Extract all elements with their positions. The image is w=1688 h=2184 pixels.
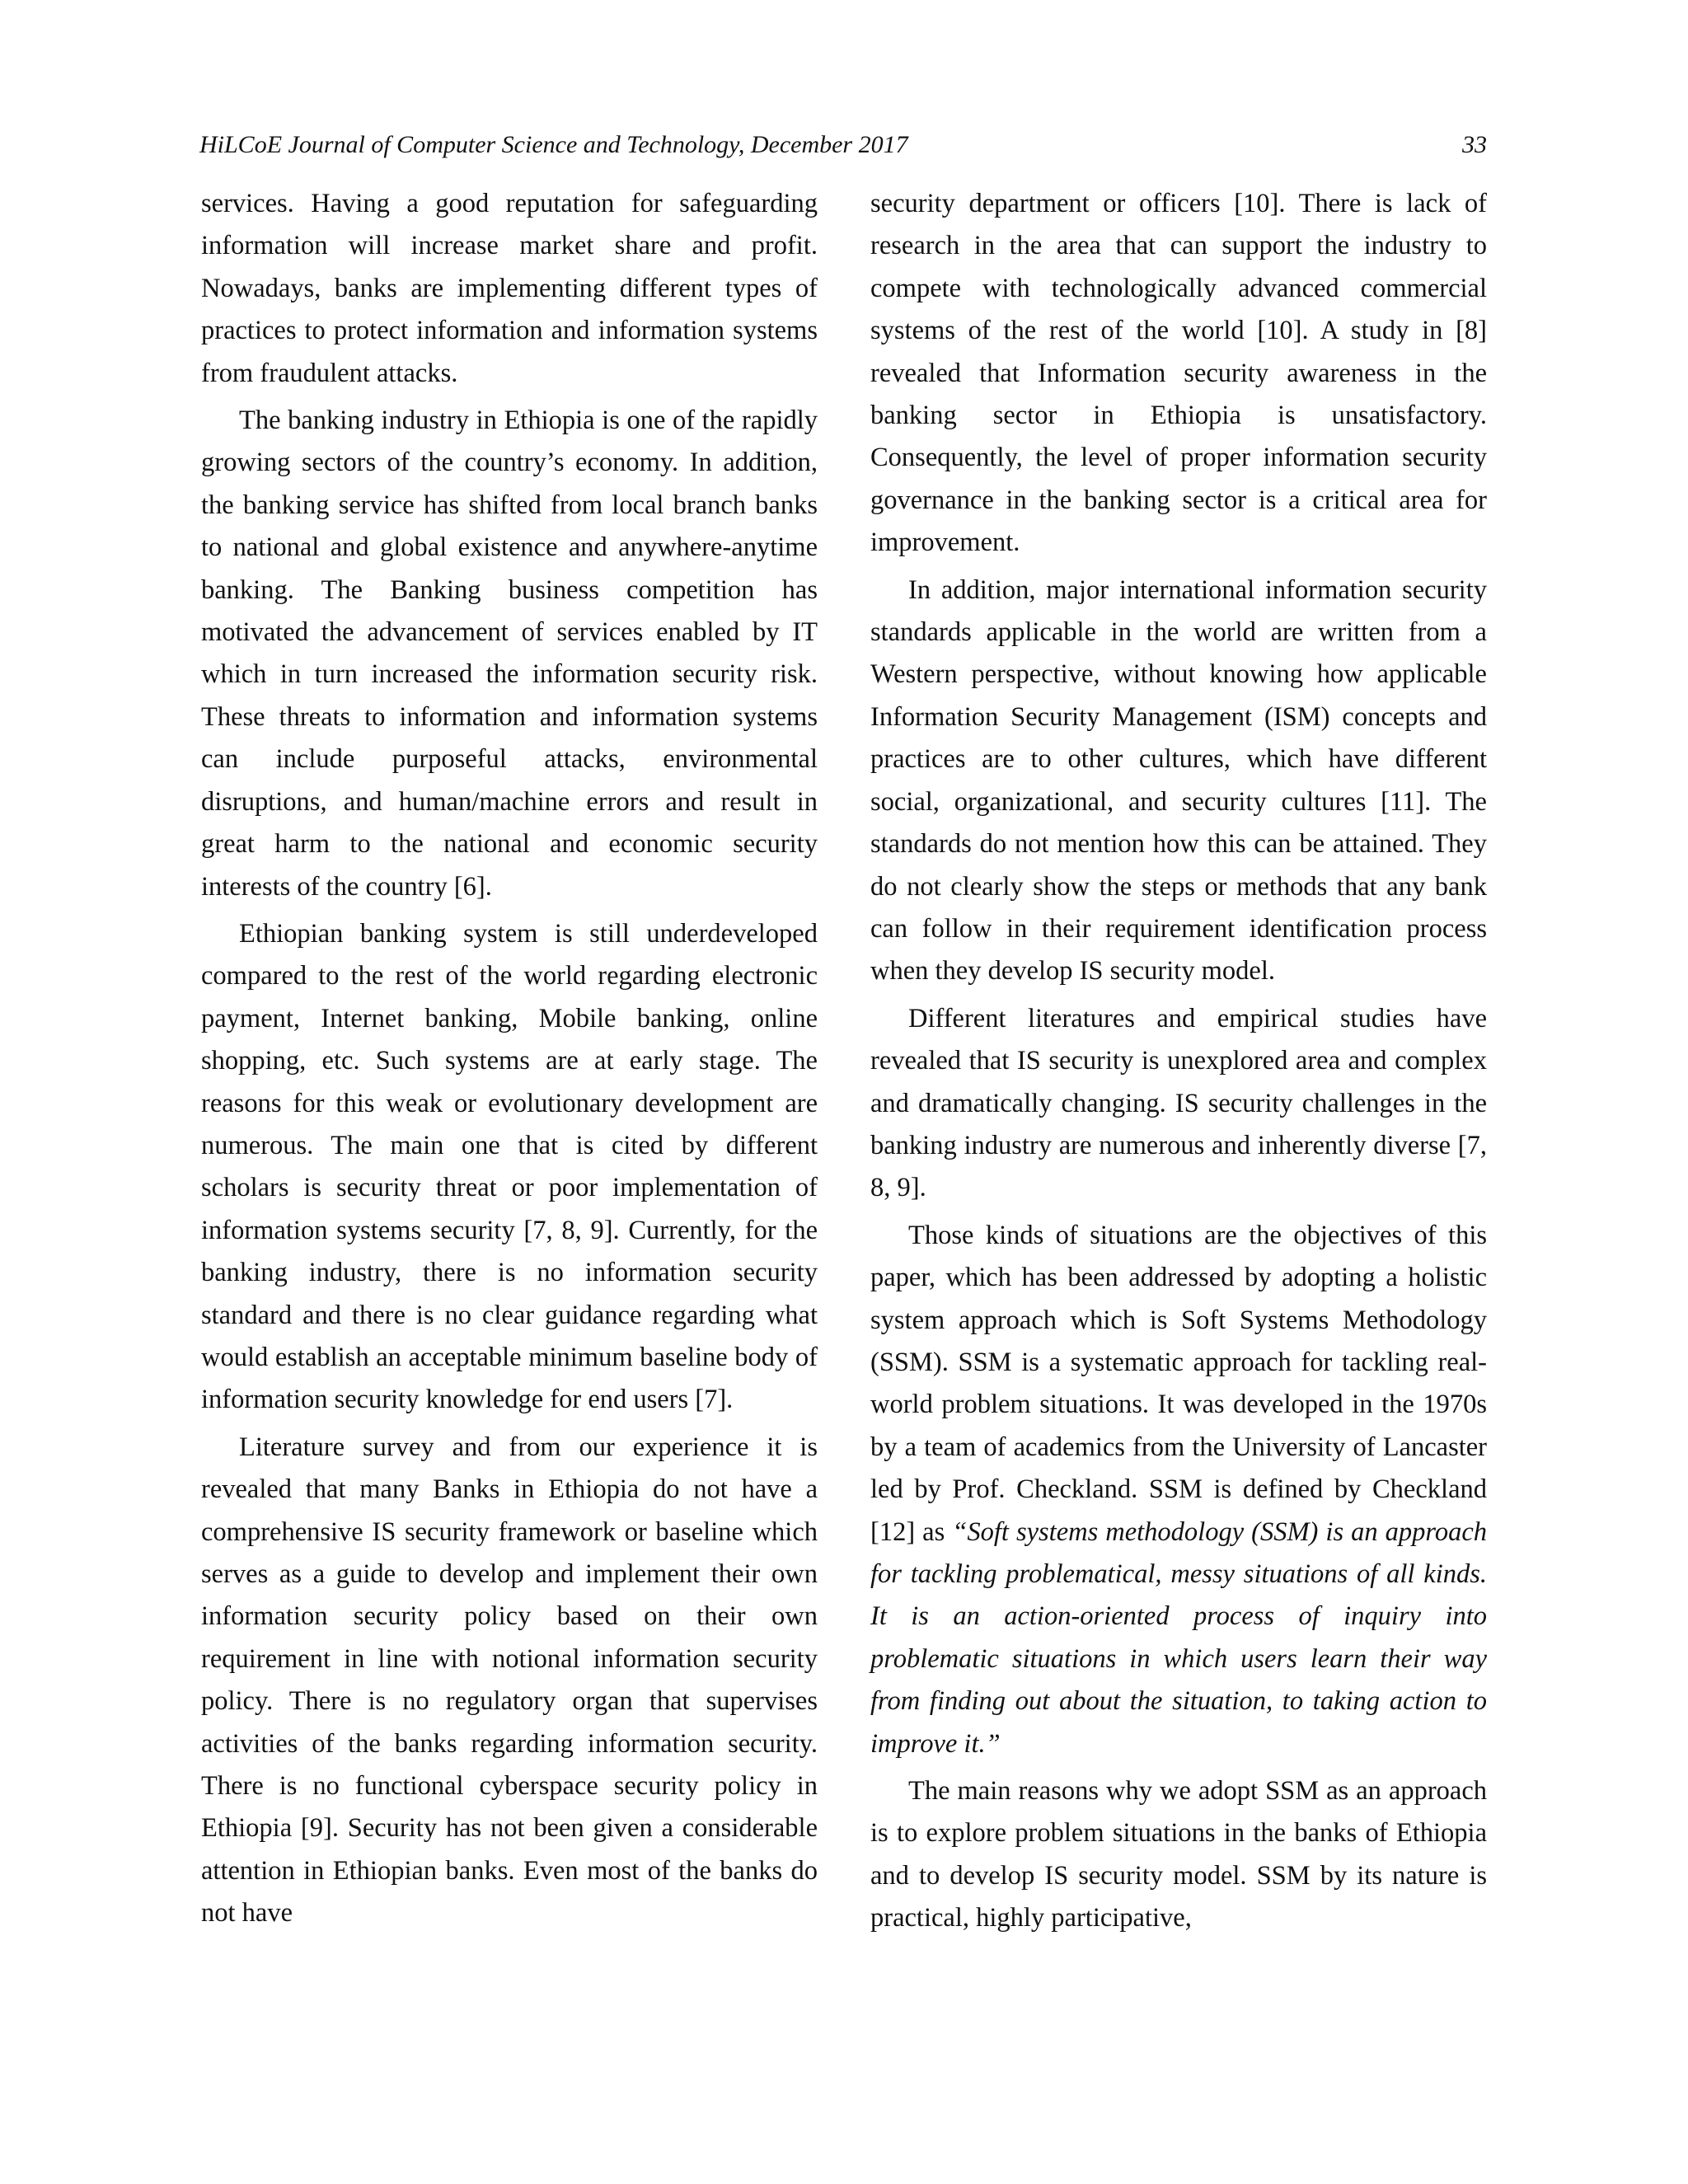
journal-title: HiLCoE Journal of Computer Science and Technology, December 2017 bbox=[199, 131, 908, 158]
running-header bbox=[199, 127, 1487, 163]
paragraph: Different literatures and empirical studies have revealed that IS security is unexplored area and complex and dramatically changing. IS security challenges in the banking industry are numerous and inherently diverse [7, 8, 9]. bbox=[870, 1003, 1487, 1203]
page-number: 33 bbox=[1462, 131, 1487, 158]
checkland-quote: “Soft systems methodology (SSM) is an approach for tackling problematical, messy situations of all kinds. It is an action-oriented process of inquiry into problematic situations in which users learn their way from finding out about the situation, to taking action to improve it.” bbox=[870, 1516, 1488, 1759]
paragraph: services. Having a good reputation for safeguarding information will increase market share and profit. Nowadays, banks are implementing different types of practices to protect information and information systems from fraudulent attacks. bbox=[201, 189, 818, 388]
paragraph: In addition, major international information security standards applicable in the world are written from a Western perspective, without knowing how applicable Information Security Management (ISM) concepts and practices are to other cultures, which have different social, organizational, and security cultures [11]. The standards do not mention how this can be attained. They do not clearly show the steps or methods that any bank can follow in their requirement identification process when they develop IS security model. bbox=[870, 574, 1487, 987]
paragraph-text: Those kinds of situations are the objectives of this paper, which has been addressed by adopting a holistic system approach which is Soft Systems Methodology (SSM). SSM is a systematic approach for tackling real-world problem situations. It was developed in the 1970s by a team of academics from the University of Lancaster led by Prof. Checkland. SSM is defined by Checkland [12] as bbox=[870, 1220, 1487, 1547]
paragraph: security department or officers [10]. There is lack of research in the area that can support the industry to compete with technologically advanced commercial systems of the rest of the world [10]. A study in [8] revealed that Information security awareness in the banking sector in Ethiopia is unsatisfactory. Consequently, the level of proper information security governance in the banking sector is a critical area for improvement. bbox=[870, 189, 1487, 558]
paragraph: Literature survey and from our experience it is revealed that many Banks in Ethiopia do not have a comprehensive IS security framework or baseline which serves as a guide to develop and implement their own information security policy based on their own requirement in line with notional information security policy. There is no regulatory organ that supervises activities of the banks regarding information security. There is no functional cyberspace security policy in Ethiopia [9]. Security has not been given a considerable attention in Ethiopian banks. Even most of the banks do not have bbox=[201, 1432, 818, 1929]
right-column bbox=[870, 183, 1487, 1940]
paragraph: The banking industry in Ethiopia is one of the rapidly growing sectors of the country’s economy. In addition, the banking service has shifted from local branch banks to national and global existence and anywhere-anytime banking. The Banking business competition has motivated the advancement of services enabled by IT which in turn increased the information security risk. These threats to information and information systems can include purposeful attacks, environmental disruptions, and human/machine errors and result in great harm to the national and economic security interests of the country [6]. bbox=[201, 405, 818, 902]
paragraph: The main reasons why we adopt SSM as an approach is to explore problem situations in the banks of Ethiopia and to develop IS security model. SSM by its nature is practical, highly participative, bbox=[870, 1776, 1487, 1933]
paragraph: Ethiopian banking system is still underdeveloped compared to the rest of the world regarding electronic payment, Internet banking, Mobile banking, online shopping, etc. Such systems are at early stage. The reasons for this weak or evolutionary development are numerous. The main one that is cited by different scholars is security threat or poor implementation of information systems security [7, 8, 9]. Currently, for the banking industry, there is no information security standard and there is no clear guidance regarding what would establish an acceptable minimum baseline body of information security knowledge for end users [7]. bbox=[201, 918, 818, 1415]
left-column bbox=[201, 183, 818, 1935]
paragraph bbox=[870, 1215, 1487, 1765]
